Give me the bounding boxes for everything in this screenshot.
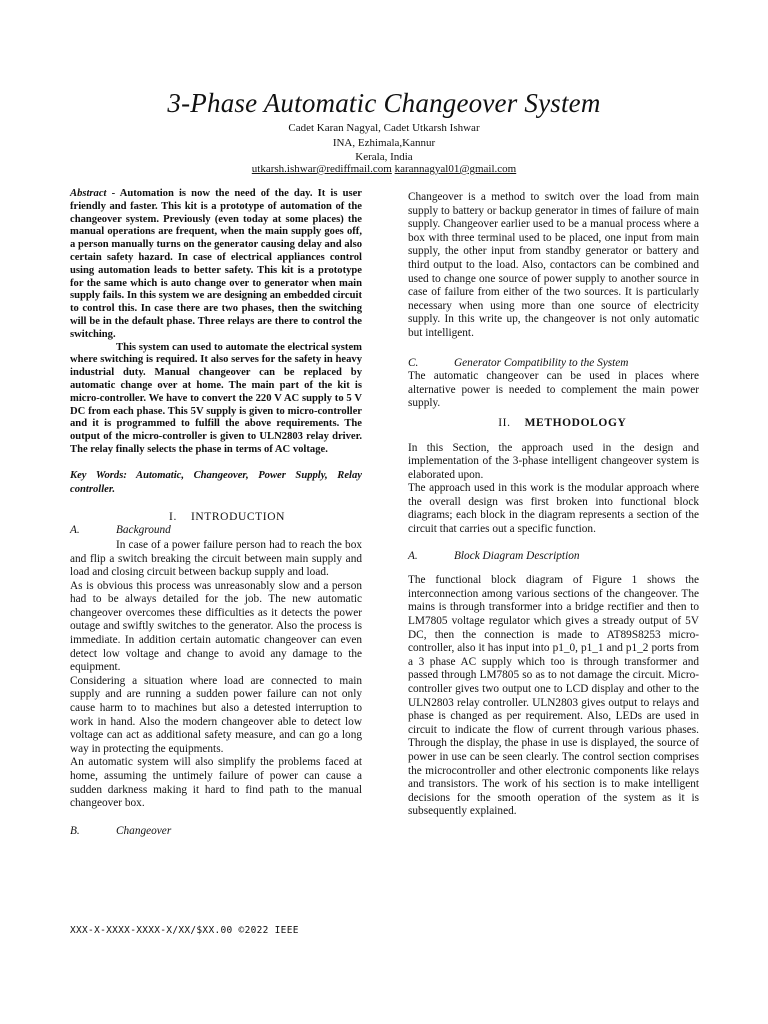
copyright-footer: XXX-X-XXXX-XXXX-X/XX/$XX.00 ©2022 IEEE <box>70 925 299 936</box>
subsection-letter: B. <box>70 824 80 837</box>
right-column <box>408 191 699 819</box>
section-number: II. <box>498 416 511 429</box>
methodology-paragraph-2: The approach used in this work is the modular approach where the overall design was first broken into functional block diagrams; each block in the diagram represents a section of the circuit that carries out a specific function. <box>408 482 699 536</box>
left-column <box>70 188 362 838</box>
author-emails <box>0 163 768 175</box>
abstract-paragraph-2: This system can used to automate the electrical system where switching is required. It also serves for the safety in heavy industrial duty. Manual changeover can be replaced by automatic change over at home. The main part of the kit is micro-controller. We have to convert the 220 V AC supply to 5 V DC from each phase. This 5V supply is given to micro-controller and it is programmed to fulfill the above requirements. The output of the micro-controller is given to ULN2803 relay driver. The relay finally selects the phase in terms of AC voltage. <box>70 341 362 455</box>
section-title: METHODOLOGY <box>524 416 627 429</box>
keywords: Key Words: Automatic, Changeover, Power Supply, Relay controller. <box>70 469 362 496</box>
subsection-letter: C. <box>408 356 419 369</box>
subsection-title: Generator Compatibility to the System <box>454 356 629 369</box>
subsection-heading-block-diagram <box>408 550 699 564</box>
subsection-letter: A. <box>70 524 80 537</box>
subsection-title: Background <box>116 524 171 537</box>
section-heading-methodology <box>408 417 699 431</box>
subsection-heading-background <box>70 524 362 538</box>
abstract-paragraph-1 <box>70 188 362 342</box>
intro-paragraph-3: Considering a situation where load are connected to main supply and are running a sudden power failure can not only cause harm to to machines but also a detested interruption to work in hand. Also the modern changeover able to detect low voltage can act as additional safety measure, and can go a long way in protecting the equipments. <box>70 674 362 755</box>
email-link-2[interactable]: karannagyal01@gmail.com <box>394 163 517 175</box>
subsection-title: Block Diagram Description <box>454 549 580 562</box>
intro-paragraph-4: An automatic system will also simplify the problems faced at home, assuming the untimely failure of power can cause a sudden darkness making it hard to find path to the manual changeover box. <box>70 756 362 810</box>
email-link-1[interactable]: utkarsh.ishwar@rediffmail.com <box>251 163 392 175</box>
subsection-letter: A. <box>408 549 418 562</box>
abstract-lead: Abstract <box>70 188 107 199</box>
author-affiliation: INA, Ezhimala,Kannur <box>332 137 436 149</box>
subsection-heading-generator <box>408 357 699 371</box>
methodology-paragraph-1: In this Section, the approach used in the design and implementation of the 3-phase intelligent changeover system is elaborated upon. <box>408 441 699 481</box>
section-number: I. <box>169 510 177 523</box>
intro-paragraph-2: As is obvious this process was unreasonably slow and a person had to be always detailed for the job. The new automatic changeover overcomes these difficulties as it detects the power outage and swiftly switches to the generator. Also the process is immediate. In addition certain automatic changeover can even detect low voltage and change to avoid any damage to the equipment. <box>70 579 362 674</box>
subsection-title: Changeover <box>116 824 172 837</box>
paper-title: 3-Phase Automatic Changeover System <box>167 88 601 118</box>
generator-paragraph: The automatic changeover can be used in places where alternative power is needed to complement the main power supply. <box>408 370 699 410</box>
changeover-paragraph: Changeover is a method to switch over the load from main supply to battery or backup generator in times of failure of main supply. Changeover earlier used to be a manual process where a box with three terminal used to be placed, one input from main supply, the other input from standby generator or battery and third output to the load. Also, contactors can be combined and used to change one source of power supply to another source in case of failure from either of the two sources. It is particularly necessary when using more than one source of electricity supply. In this write up, the changeover is not only automatic but intelligent. <box>408 191 699 339</box>
subsection-heading-changeover <box>70 825 362 839</box>
author-location: Kerala, India <box>355 151 413 163</box>
section-title: INTRODUCTION <box>190 510 286 523</box>
author-names: Cadet Karan Nagyal, Cadet Utkarsh Ishwar <box>288 122 480 134</box>
section-heading-introduction <box>70 511 362 525</box>
abstract-text-1: - Automation is now the need of the day. It is user friendly and faster. This kit is a prototype of automation of the changeover system. Previously (even today at some places) the manual operations are frequent, when the main supply goes off, a person manually turns on the generator causing delay and also certain safety hazard. In case of electrical appliances control using automation leads to better safety. This kit is a prototype for the same which is auto change over to generator when main supply fails. In this system we are designing an embedded circuit to control this. In case there are two phases, then the switching will be in the default phase. Three relays are there to control the switching. <box>70 188 362 340</box>
block-diagram-paragraph: The functional block diagram of Figure 1 shows the interconnection among various sections of the changeover. The mains is through transformer into a bridge rectifier and then to LM7805 voltage regulator which gives a stready output of 5V DC, then the connection is made to AT89S8253 micro-controller, also it has input into p1_0, p1_1 and p1_2 ports from a 3 phase AC supply which too is through transformer and passed through LM7805 so as to not damage the circuit. Micro-controller gives two output one to LCD display and other to the ULN2803 relay controller. ULN2803 gives output to relays and phase is changed as per requirement. Also, LEDs are used in circuit to indicate the flow of current through various phases. Through the display, the phase in use is displayed, the source of power in use can be seen clearly. The control section comprises the microcontroller and other electronic components like relays and transistors. The work of his section is to make intelligent decisions for the smooth operation of the system as it is subsequently explained. <box>408 574 699 818</box>
intro-paragraph-1: In case of a power failure person had to reach the box and flip a switch breaking the circuit between main supply and load and closing circuit between backup supply and load. <box>70 538 362 579</box>
